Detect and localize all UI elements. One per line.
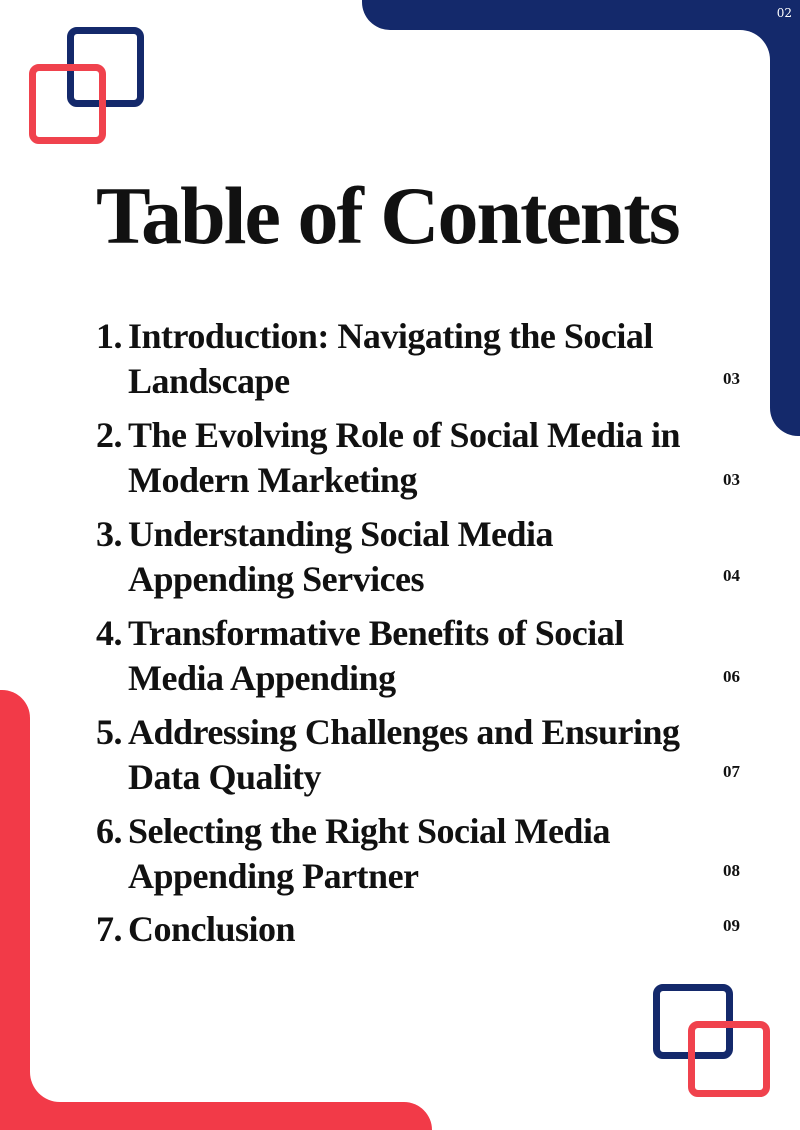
toc-entry-number: 3. — [96, 514, 122, 554]
toc-entry-title: The Evolving Role of Social Media in Modern Marketing — [128, 415, 681, 500]
toc-entry-title: Addressing Challenges and Ensuring Data Quality — [128, 712, 680, 797]
toc-entry-number: 1. — [96, 316, 122, 356]
toc-entry-title: Selecting the Right Social Media Appending Partner — [128, 811, 610, 896]
toc-entry-number: 4. — [96, 613, 122, 653]
toc-entry-title: Conclusion — [128, 909, 296, 949]
toc-entry-number: 7. — [96, 909, 122, 949]
toc-entry-page: 08 — [723, 861, 740, 880]
toc-entry-title: Understanding Social Media Appending Services — [128, 514, 554, 599]
page-number: 02 — [776, 6, 792, 20]
toc-entry-number: 6. — [96, 811, 122, 851]
page-title: Table of Contents — [96, 170, 679, 261]
toc-entry-number: 2. — [96, 415, 122, 455]
toc-entry-page: 06 — [723, 667, 740, 686]
toc-entry-title: Introduction: Navigating the Social Landscape — [128, 316, 653, 401]
toc-entry-number: 5. — [96, 712, 122, 752]
toc-entry-page: 03 — [723, 369, 740, 388]
toc-entry-page: 04 — [723, 566, 740, 585]
toc-entry-page: 03 — [723, 470, 740, 489]
toc-entry-page: 09 — [723, 916, 740, 935]
toc-entry-title: Transformative Benefits of Social Media Appending — [128, 613, 624, 698]
toc-entry-page: 07 — [723, 762, 740, 781]
